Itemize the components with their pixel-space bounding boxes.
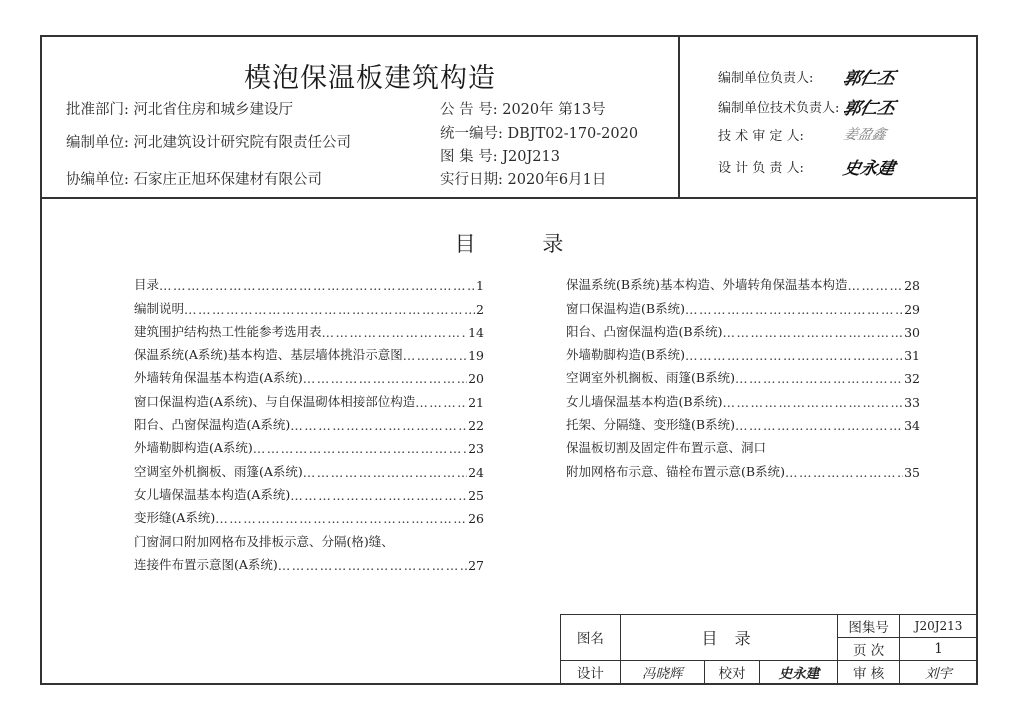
toc-item-page: 32 — [904, 371, 920, 387]
toc-item — [134, 363, 484, 386]
toc-leader-dots — [403, 348, 467, 363]
toc-item-page: 35 — [904, 464, 920, 480]
toc-item-page: 26 — [468, 511, 484, 527]
toc-item-text: 连接件布置示意图(A系统) — [134, 556, 278, 572]
atlas-no-label: 图集号 — [838, 615, 900, 638]
design-label: 设计 — [561, 660, 621, 684]
signature-row — [718, 154, 895, 179]
toc-item-page: 1 — [476, 278, 484, 294]
toc-leader-dots — [278, 558, 467, 573]
toc-item-text: 门窗洞口附加网格布及排板示意、分隔(格)缝、 — [134, 533, 394, 549]
toc-item-page: 33 — [904, 394, 920, 410]
unified-number: 统一编号: DBJT02-170-2020 — [440, 126, 639, 142]
check-signature: 史永建 — [760, 660, 838, 684]
toc-item — [134, 386, 484, 409]
atlas-number: 图 集 号: J20J213 — [440, 149, 560, 165]
toc-item — [134, 480, 484, 503]
toc-item-text: 女儿墙保温基本构造(B系统) — [566, 393, 723, 409]
toc-item-page: 25 — [468, 487, 484, 503]
toc-item-page: 28 — [904, 278, 920, 294]
toc-right-column — [566, 270, 920, 480]
toc-item — [134, 433, 484, 456]
toc-leader-dots — [215, 511, 467, 526]
toc-item-page: 27 — [468, 557, 484, 573]
review-label: 审 核 — [838, 660, 900, 684]
toc-leader-dots — [303, 371, 467, 386]
drawing-name: 目 录 — [620, 615, 837, 661]
design-signature: 冯晓辉 — [620, 660, 704, 684]
toc-item-text: 附加网格布示意、锚栓布置示意(B系统) — [566, 463, 785, 479]
toc-leader-dots — [735, 418, 903, 433]
toc-item-text: 目录 — [134, 277, 160, 293]
toc-leader-dots — [722, 325, 903, 340]
toc-leader-dots — [722, 395, 903, 410]
signature-row — [718, 124, 886, 144]
toc-leader-dots — [253, 441, 467, 456]
toc-leader-dots — [685, 302, 903, 317]
compiling-unit: 编制单位: 河北建筑设计研究院有限责任公司 — [66, 135, 351, 151]
toc-item-text: 阳台、凸窗保温构造(A系统) — [134, 417, 291, 433]
review-signature: 刘宇 — [900, 660, 978, 684]
signature-mark: 郭仁丕 — [841, 99, 897, 119]
approval-dept: 批准部门: 河北省住房和城乡建设厅 — [66, 102, 293, 118]
toc-item — [134, 340, 484, 363]
toc-item — [134, 410, 484, 433]
toc-leader-dots — [290, 488, 467, 503]
toc-leader-dots — [290, 418, 467, 433]
toc-item-page: 20 — [468, 371, 484, 387]
drawing-name-label: 图名 — [561, 615, 621, 661]
notice-number: 公 告 号: 2020年 第13号 — [440, 102, 606, 118]
toc-item-page: 19 — [468, 348, 484, 364]
toc-item-text: 托架、分隔缝、变形缝(B系统) — [566, 417, 735, 433]
toc-item — [566, 433, 920, 456]
co-compiling-unit: 协编单位: 石家庄正旭环保建材有限公司 — [66, 172, 322, 188]
toc-item-text: 保温板切割及固定件布置示意、洞口 — [566, 440, 767, 456]
toc-item-text: 女儿墙保温基本构造(A系统) — [134, 486, 291, 502]
toc-item-text: 窗口保温构造(A系统)、与自保温砌体相接部位构造 — [134, 393, 416, 409]
signature-label: 编制单位技术负责人: — [718, 101, 840, 116]
toc-leader-dots — [303, 465, 467, 480]
toc-item — [566, 293, 920, 316]
toc-leader-dots — [847, 278, 903, 293]
toc-leader-dots — [735, 371, 903, 386]
toc-leader-dots — [184, 302, 475, 317]
check-label: 校对 — [704, 660, 760, 684]
signature-label: 编制单位负责人: — [718, 71, 814, 86]
toc-item-text: 外墙转角保温基本构造(A系统) — [134, 370, 303, 386]
toc-item-text: 阳台、凸窗保温构造(B系统) — [566, 323, 723, 339]
toc-item-page: 23 — [468, 441, 484, 457]
title-block — [560, 614, 978, 685]
toc-item — [134, 317, 484, 340]
signature-row — [718, 94, 895, 119]
header-vertical-divider — [678, 35, 680, 198]
signature-row — [718, 64, 895, 89]
page-number: 1 — [900, 638, 978, 660]
toc-item — [566, 386, 920, 409]
toc-item-page: 14 — [468, 324, 484, 340]
document-title: 模泡保温板建筑构造 — [244, 63, 496, 94]
toc-item-text: 空调室外机搁板、雨篷(A系统) — [134, 463, 303, 479]
signature-mark: 郭仁丕 — [841, 69, 897, 89]
toc-item — [134, 293, 484, 316]
toc-item-page: 29 — [904, 301, 920, 317]
toc-item-text: 保温系统(A系统)基本构造、基层墙体挑沿示意图 — [134, 347, 403, 363]
toc-item-page: 31 — [904, 348, 920, 364]
toc-leader-dots — [415, 395, 467, 410]
signature-label: 技 术 审 定 人: — [718, 128, 804, 144]
effective-date: 实行日期: 2020年6月1日 — [440, 172, 607, 188]
toc-item — [134, 456, 484, 479]
toc-title: 目 录 — [454, 232, 594, 256]
toc-item-text: 窗口保温构造(B系统) — [566, 300, 685, 316]
toc-item-page: 21 — [468, 394, 484, 410]
toc-item — [566, 363, 920, 386]
toc-item — [134, 550, 484, 573]
toc-left-column — [134, 270, 484, 573]
toc-item — [566, 456, 920, 479]
toc-item-text: 外墙勒脚构造(A系统) — [134, 440, 253, 456]
toc-item-page: 24 — [468, 464, 484, 480]
toc-item — [134, 503, 484, 526]
toc-item — [566, 340, 920, 363]
toc-item-page: 2 — [476, 301, 484, 317]
toc-item-text: 变形缝(A系统) — [134, 510, 216, 526]
toc-item — [566, 317, 920, 340]
signature-mark: 姜盈鑫 — [842, 127, 888, 143]
toc-item-text: 建筑围护结构热工性能参考选用表 — [134, 323, 322, 339]
page-label: 页 次 — [838, 638, 900, 660]
toc-item-text: 空调室外机搁板、雨篷(B系统) — [566, 370, 735, 386]
toc-item — [134, 270, 484, 293]
signature-mark: 史永建 — [841, 159, 897, 179]
toc-leader-dots — [159, 278, 475, 293]
toc-item-text: 保温系统(B系统)基本构造、外墙转角保温基本构造 — [566, 277, 848, 293]
toc-leader-dots — [685, 348, 903, 363]
toc-item — [134, 526, 484, 549]
header-divider — [40, 197, 978, 199]
toc-leader-dots — [322, 325, 468, 340]
toc-leader-dots — [785, 465, 903, 480]
toc-item — [566, 270, 920, 293]
toc-item — [566, 410, 920, 433]
toc-item-text: 编制说明 — [134, 300, 185, 316]
atlas-no-value: J20J213 — [900, 615, 978, 638]
toc-item-page: 22 — [468, 418, 484, 434]
toc-item-page: 30 — [904, 324, 920, 340]
signature-label: 设 计 负 责 人: — [718, 161, 804, 176]
toc-item-page: 34 — [904, 418, 920, 434]
toc-item-text: 外墙勒脚构造(B系统) — [566, 347, 685, 363]
